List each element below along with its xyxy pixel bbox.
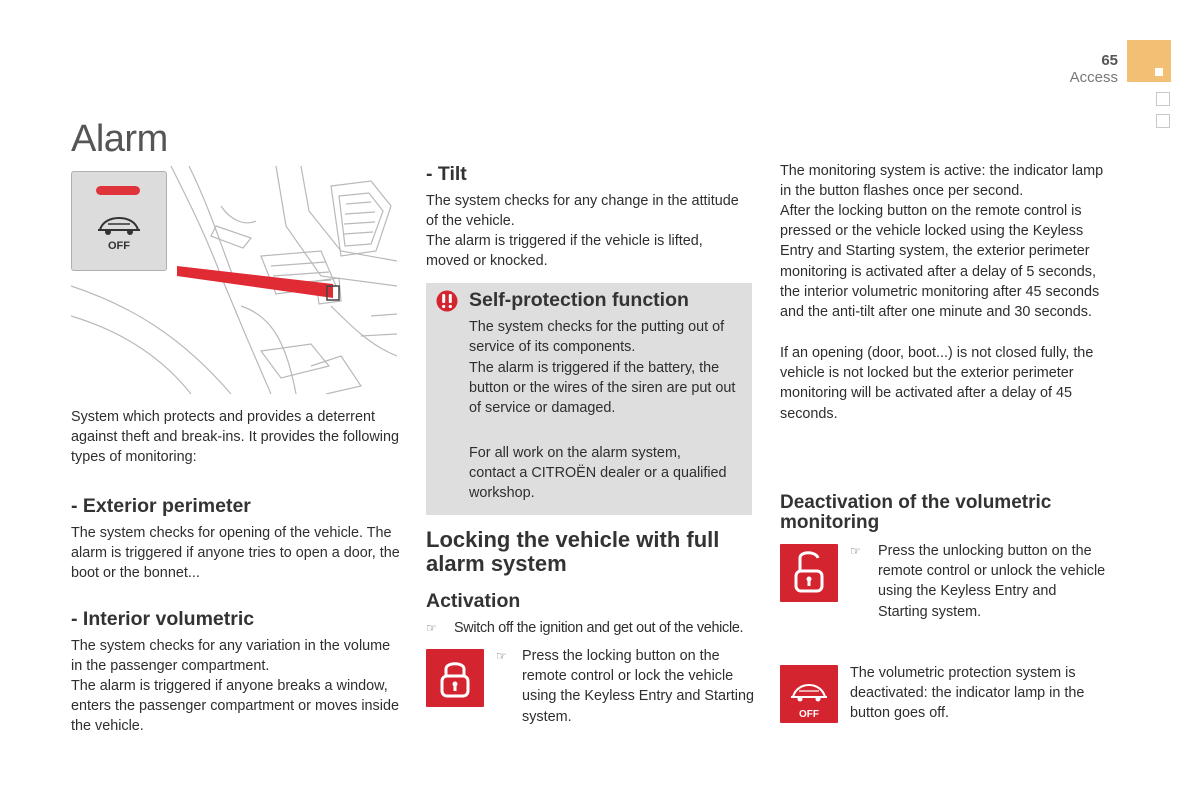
interior-heading: - Interior volumetric: [71, 608, 255, 630]
section-label: Access: [1069, 69, 1118, 86]
bullet-hand-icon: ☞: [426, 621, 437, 635]
monitoring-text-2: After the locking button on the remote control is pressed or the vehicle locked using the Keyless Entry and Starting system, the exterior perimeter monitoring is activated after a delay of 5 seconds, the interior volumetric monitoring after 45 seconds and the anti-tilt after one minute and 30 seconds.: [780, 203, 1100, 321]
lock-button-icon: [426, 649, 484, 707]
indicator-lamp: [96, 186, 140, 195]
tilt-text-2: The alarm is triggered if the vehicle is lifted, moved or knocked.: [426, 233, 703, 270]
locking-heading: Locking the vehicle with full alarm system: [426, 527, 720, 576]
activation-bullet-1: Switch off the ignition and get out of the vehicle.: [454, 620, 744, 636]
unlock-button-icon: [780, 544, 838, 602]
bullet-hand-icon: ☞: [496, 649, 507, 663]
self-protection-text-2: The alarm is triggered if the battery, the button or the wires of the siren are put out of service or damaged.: [469, 360, 736, 417]
off-label: OFF: [799, 709, 819, 720]
tilt-text-1: The system checks for any change in the attitude of the vehicle.: [426, 193, 739, 230]
activation-heading: Activation: [426, 590, 521, 612]
interior-text-2: The alarm is triggered if anyone breaks a window, enters the passenger compartment or moves inside the vehicle.: [71, 678, 399, 735]
alarm-off-button-icon: [780, 665, 838, 723]
exterior-text: The system checks for opening of the vehicle. The alarm is triggered if anyone tries to open a door, the boot or the bonnet...: [71, 525, 400, 582]
chapter-tab-active: [1127, 40, 1171, 82]
off-label: OFF: [108, 240, 130, 252]
page-title: Alarm: [71, 118, 168, 160]
monitoring-text-1: The monitoring system is active: the indicator lamp in the button flashes once per second.: [780, 163, 1104, 200]
deactivation-heading: Deactivation of the volumetric monitoring: [780, 492, 1052, 533]
bullet-hand-icon: ☞: [850, 544, 861, 558]
deactivated-text: The volumetric protection system is deactivated: the indicator lamp in the button goes off.: [850, 665, 1085, 722]
warning-icon: [436, 290, 458, 312]
chapter-tab: [1156, 114, 1170, 128]
intro-text: System which protects and provides a deterrent against theft and break-ins. It provides the following types of monitoring:: [71, 409, 399, 466]
page-number: 65: [1101, 52, 1118, 69]
car-alarm-icon: [94, 212, 144, 238]
deactivation-bullet: Press the unlocking button on the remote control or unlock the vehicle using the Keyless Entry and Starting system.: [878, 543, 1106, 620]
self-protection-heading: Self-protection function: [469, 289, 689, 311]
alarm-button-inset: [71, 171, 167, 271]
exterior-heading: - Exterior perimeter: [71, 495, 251, 517]
tilt-heading: - Tilt: [426, 163, 467, 185]
self-protection-text-1: The system checks for the putting out of service of its components.: [469, 319, 725, 356]
activation-bullet-2: Press the locking button on the remote control or lock the vehicle using the Keyless Entry and Starting system.: [522, 648, 754, 725]
monitoring-text-3: If an opening (door, boot...) is not closed fully, the vehicle is not locked but the exterior perimeter monitoring will be activated after a delay of 45 seconds.: [780, 345, 1094, 422]
chapter-tab: [1156, 92, 1170, 106]
self-protection-text-3: For all work on the alarm system, contact a CITROËN dealer or a qualified workshop.: [469, 445, 727, 502]
interior-text-1: The system checks for any variation in the volume in the passenger compartment.: [71, 638, 391, 675]
